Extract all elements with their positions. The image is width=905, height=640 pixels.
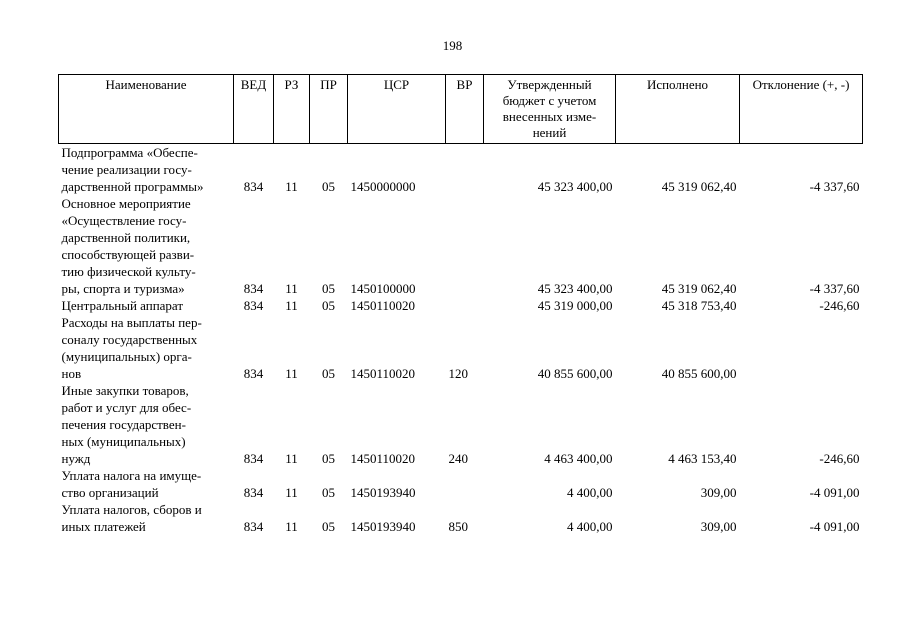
cell-rz: 11 [285,451,298,466]
cell-approved: 40 855 600,00 [537,366,613,381]
cell-rz: 11 [285,179,298,194]
header-csr: ЦСР [348,75,446,144]
cell-csr: 1450110020 [350,366,416,381]
cell-pr: 05 [322,366,335,381]
cell-name: Расходы на выплаты пер- соналу государственных (муниципальных) орга- нов [61,315,202,381]
cell-executed: 45 319 062,40 [661,281,737,296]
cell-ved: 834 [243,519,264,534]
cell-executed: 45 319 062,40 [661,179,737,194]
cell-pr: 05 [322,281,335,296]
cell-rz: 11 [285,366,298,381]
page-number: 198 [442,38,463,53]
cell-deviation [740,314,863,382]
table-row [59,501,863,535]
cell-deviation: -246,60 [819,451,860,466]
cell-name: Основное мероприятие «Осуществление госу- дарственной политики, способствующей разви- тию физической культу- ры, спорта и туризма» [61,196,196,296]
cell-approved: 4 400,00 [567,519,613,534]
cell-name: Уплата налога на имуще- ство организаций [61,468,202,500]
table-row [59,314,863,382]
cell-rz: 11 [285,281,298,296]
cell-approved: 4 400,00 [567,485,613,500]
table-row [59,144,863,196]
cell-deviation: -4 091,00 [809,519,860,534]
table-header [59,75,863,144]
cell-rz: 11 [285,298,298,313]
cell-vr [446,467,484,501]
cell-deviation: -4 337,60 [809,281,860,296]
cell-pr: 05 [322,519,335,534]
cell-rz: 11 [285,485,298,500]
cell-approved: 45 323 400,00 [537,179,613,194]
cell-pr: 05 [322,485,335,500]
cell-executed: 309,00 [700,485,737,500]
cell-executed: 4 463 153,40 [668,451,737,466]
cell-vr [446,195,484,297]
cell-ved: 834 [243,179,264,194]
cell-vr: 240 [448,451,468,466]
cell-deviation: -246,60 [819,298,860,313]
cell-csr: 1450193940 [350,485,416,500]
cell-pr: 05 [322,179,335,194]
cell-ved: 834 [243,281,264,296]
table-row [59,297,863,314]
cell-name: Центральный аппарат [61,298,184,313]
cell-approved: 4 463 400,00 [544,451,613,466]
cell-deviation: -4 337,60 [809,179,860,194]
header-deviation: Отклонение (+, -) [740,75,863,144]
table-row [59,467,863,501]
cell-name: Подпрограмма «Обеспе- чение реализации госу- дарственной программы» [61,145,204,194]
cell-name: Уплата налогов, сборов и иных платежей [61,502,202,534]
budget-table [58,74,863,535]
header-ved: ВЕД [234,75,274,144]
header-executed: Исполнено [616,75,740,144]
cell-csr: 1450110020 [350,451,416,466]
cell-vr: 120 [448,366,468,381]
cell-executed: 309,00 [700,519,737,534]
table-row [59,382,863,467]
cell-executed: 45 318 753,40 [661,298,737,313]
cell-pr: 05 [322,298,335,313]
header-name: Наименование [59,75,234,144]
table-row [59,195,863,297]
header-vr: ВР [446,75,484,144]
cell-csr: 1450110020 [350,298,416,313]
cell-vr [446,297,484,314]
table-body [59,144,863,536]
cell-deviation: -4 091,00 [809,485,860,500]
cell-approved: 45 319 000,00 [537,298,613,313]
cell-rz: 11 [285,519,298,534]
cell-csr: 1450193940 [350,519,416,534]
header-approved: Утвержденный бюджет с учетом внесенных изме-нений [484,75,616,144]
cell-executed: 40 855 600,00 [661,366,737,381]
cell-csr: 1450100000 [350,281,416,296]
cell-pr: 05 [322,451,335,466]
cell-approved: 45 323 400,00 [537,281,613,296]
cell-ved: 834 [243,366,264,381]
header-pr: ПР [310,75,348,144]
cell-ved: 834 [243,451,264,466]
cell-vr: 850 [448,519,468,534]
cell-name: Иные закупки товаров, работ и услуг для обес- печения государствен- ных (муниципальных) нужд [61,383,192,466]
cell-csr: 1450000000 [350,179,416,194]
header-rz: РЗ [274,75,310,144]
cell-ved: 834 [243,298,264,313]
cell-vr [446,144,484,196]
cell-ved: 834 [243,485,264,500]
